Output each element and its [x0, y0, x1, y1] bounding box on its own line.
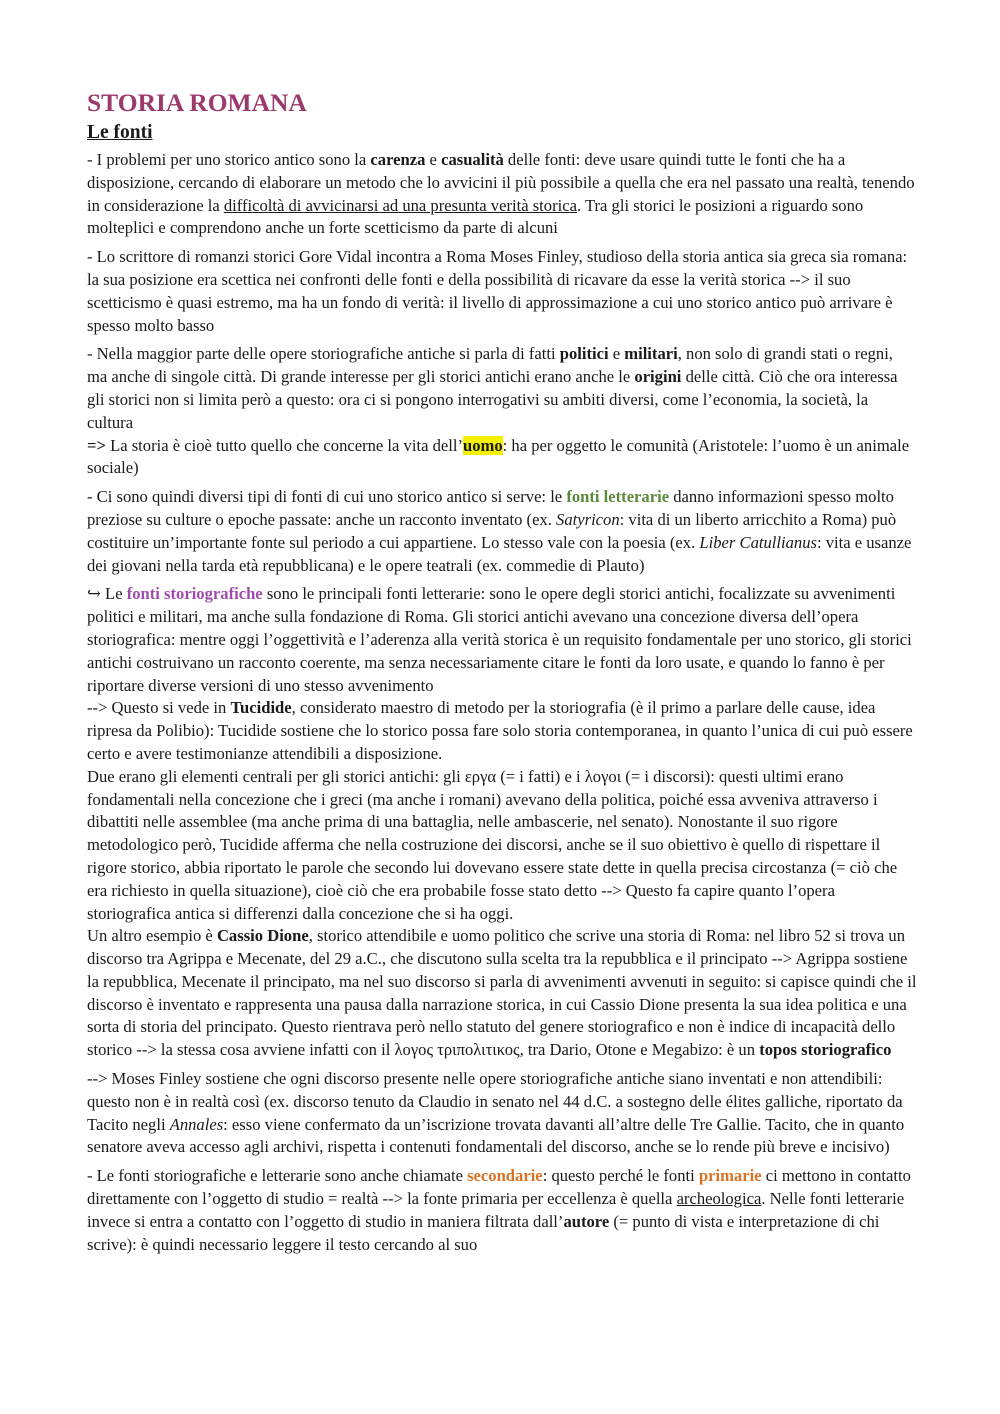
text-run: ci mettono in contatto direttamente con l’oggetto di studio = realtà --> la fonte primaria per eccellenza è quella [87, 1166, 911, 1209]
text-run: e [608, 344, 625, 364]
paragraph-fonti-secondarie-primarie [87, 1165, 917, 1256]
text-run: Le [100, 584, 127, 604]
text-run: : vita e usanze dei giovani nella tarda età repubblicana) e le opere teatrali (ex. commedie di Plauto) [87, 532, 912, 575]
italic-title-liber-catullianus: Liber Catullianus [699, 532, 817, 552]
text-run: - Le fonti storiografiche e letterarie sono anche chiamate [87, 1166, 468, 1186]
paragraph-moses-finley-discorsi [87, 1068, 917, 1159]
text-run: , storico attendibile e uomo politico che scrive una storia di Roma: nel libro 52 si trova un discorso tra Agrippa e Mecenate, del 29 a.C., che discutono sulla scelta tra la repubblica e il principato --> Agrippa sostiene la repubblica, Mecenate il principato, ma nel suo discorso si parla di avvenimenti avvenuti in seguito: si capisce quindi che il discorso è inventato e rappresenta una pausa dalla narrazione storica, in cui Cassio Dione presenta la sua idea politica e una sorta di storia del principato. Questo rientrava però nello statuto del genere storiografico e non è indice di incapacità dello storico --> la stessa cosa avviene infatti con il λογος τριπολιτικος, tra Dario, Otone e Megabizo: è un [87, 926, 917, 1060]
text-run: Un altro esempio è [87, 926, 217, 946]
arrow-marker: => [87, 435, 106, 455]
green-term-fonti-letterarie: fonti letterarie [566, 487, 670, 507]
paragraph-erga-logoi: Due erano gli elementi centrali per gli storici antichi: gli εργα (= i fatti) e i λογοι (= i discorsi): questi ultimi erano fondamentali nella concezione che i greci (ma anche i romani) avevano della politica, poiché essa avveniva attraverso i dibattiti nelle assemblee (ma anche prima di una battaglia, nelle ambascerie, nel senato). Nonostante il suo rigore metodologico però, Tucidide afferma che nella costruzione dei discorsi, anche se il suo obiettivo è quello di rispettare il rigore storico, abbia riportato le parole che secondo lui dovevano essere state dette in quella precisa circostanza (= ciò che era richiesto in quella situazione), cioè ciò che era probabile fosse stato detto --> Questo fa capire quanto l’opera storiografica antica si differenzi dalla concezione che si ha oggi. [87, 766, 898, 923]
underlined-phrase: difficoltà di avvicinarsi ad una presunta verità storica [223, 195, 577, 215]
paragraph-cassio-dione [87, 925, 917, 1062]
text-run: : ha per oggetto le comunità (Aristotele: l’uomo è un animale sociale) [87, 435, 910, 478]
text-run: : vita di un liberto arricchito a Roma) può costituire un’importante fonte sul periodo a cui appartiene. Lo stesso vale con la poesia (ex. [87, 509, 897, 552]
text-run: --> Questo si vede in [87, 698, 231, 718]
text-run: delle città. Ciò che ora interessa gli storici non si limita però a questo: ora ci si pongono interrogativi su ambiti diversi, come l’economia, la società, la cultura [87, 367, 898, 432]
text-run: e [425, 150, 442, 169]
text-run: delle fonti: deve usare quindi tutte le fonti che ha a disposizione, cercando di elaborare un metodo che lo avvicini il più possibile a quella che era nel passato una realtà, tenendo in considerazione la [87, 150, 915, 215]
text-run: - Nella maggior parte delle opere storiografiche antiche si parla di fatti [87, 344, 560, 364]
paragraph-fonti-letterarie [87, 486, 917, 577]
section-heading: Le fonti [87, 122, 153, 143]
bold-term-militari: militari [624, 344, 678, 364]
text-run: - I problemi per uno storico antico sono la [87, 150, 371, 169]
text-run: sono le principali fonti letterarie: sono le opere degli storici antichi, focalizzate su avvenimenti politici e militari, ma anche sulla fondazione di Roma. Gli storici antichi avevano una concezione diversa dell’opera storiografica: mentre oggi l’oggettività e l’aderenza alla verità storica è un requisito fondamentale per uno storico, gli storici antichi costruivano un racconto coerente, ma senza necessariamente citare le fonti da loro usate, e quando lo fanno è per riportare diverse versioni di uno stesso avvenimento [87, 584, 912, 695]
text-run: La storia è cioè tutto quello che concerne la vita dell’ [105, 435, 463, 455]
paragraph-tucidide [87, 697, 917, 765]
underlined-term-archeologica: archeologica [676, 1189, 762, 1209]
text-run: - Ci sono quindi diversi tipi di fonti di cui uno storico antico si serve: le [87, 487, 567, 507]
text-run: , non solo di grandi stati o regni, ma anche di singole città. Di grande interesse per gli storici antichi erano anche le [87, 344, 893, 387]
bold-term-casualita: casualità [441, 150, 504, 169]
bold-term-origini: origini [634, 367, 682, 387]
purple-term-fonti-storiografiche: fonti storiografiche [126, 584, 263, 604]
hook-arrow-icon: ↪ [87, 584, 101, 604]
orange-term-secondarie: secondarie [467, 1166, 543, 1186]
text-run: : esso viene confermato da un’iscrizione trovata davanti all’altre delle Tre Gallie. Tacito, che in quanto senatore aveva accesso agli archivi, rispetta i contenuti fondamentali del discorso, anche se lo rende più breve e incisivo) [87, 1114, 905, 1157]
bold-term-politici: politici [559, 344, 609, 364]
paragraph-fonti-storiografiche [87, 583, 917, 697]
bold-term-cassio-dione: Cassio Dione [216, 926, 309, 946]
bold-term-topos-storiografico: topos storiografico [759, 1040, 892, 1060]
italic-title-satyricon: Satyricon [556, 509, 620, 529]
document-page [87, 86, 917, 1262]
text-run: (= punto di vista e interpretazione di chi scrive): è quindi necessario leggere il testo cercando al suo [87, 1211, 880, 1254]
document-title: STORIA ROMANA [87, 88, 307, 117]
highlighted-term-uomo: uomo [463, 435, 503, 455]
bold-term-carenza: carenza [370, 150, 426, 169]
paragraph-storia-uomo [87, 435, 917, 481]
bold-term-tucidide: Tucidide [230, 698, 292, 718]
text-run: --> Moses Finley sostiene che ogni discorso presente nelle opere storiografiche antiche siano inventati e non attendibili: questo non è in realtà così (ex. discorso tenuto da Claudio in senato nel 44 d.C. a sostegno delle élites galliche, riportato da Tacito negli [87, 1069, 903, 1134]
text-run: . Tra gli storici le posizioni a riguardo sono molteplici e comprendono anche un forte scetticismo da parte di alcuni [87, 195, 864, 238]
italic-title-annales: Annales [169, 1114, 224, 1134]
text-run: danno informazioni spesso molto preziose su culture o epoche passate: anche un racconto inventato (ex. [87, 487, 894, 529]
bold-term-autore: autore [563, 1211, 610, 1231]
paragraph-fatti-politici [87, 343, 917, 434]
text-run: : questo perché le fonti [542, 1166, 699, 1186]
text-run: . Nelle fonti letterarie invece si entra a contatto con l’oggetto di studio in maniera filtrata dall’ [87, 1189, 905, 1231]
paragraph-problemi-fonti [87, 149, 917, 240]
paragraph-gore-vidal: - Lo scrittore di romanzi storici Gore Vidal incontra a Roma Moses Finley, studioso della storia antica sia greca sia romana: la sua posizione era scettica nei confronti delle fonti e della possibilità di ricavare da esse la verità storica --> il suo scetticismo è quasi estremo, ma ha un fondo di verità: il livello di approssimazione a cui uno storico antico può arrivare è spesso molto basso [87, 247, 908, 335]
text-run: , considerato maestro di metodo per la storiografia (è il primo a parlare delle cause, idea ripresa da Polibio): Tucidide sostiene che lo storico possa fare solo storia contemporanea, in quanto l’unica di cui può essere certo e avere testimonianze attendibili a disposizione. [87, 698, 913, 763]
orange-term-primarie: primarie [698, 1166, 762, 1186]
